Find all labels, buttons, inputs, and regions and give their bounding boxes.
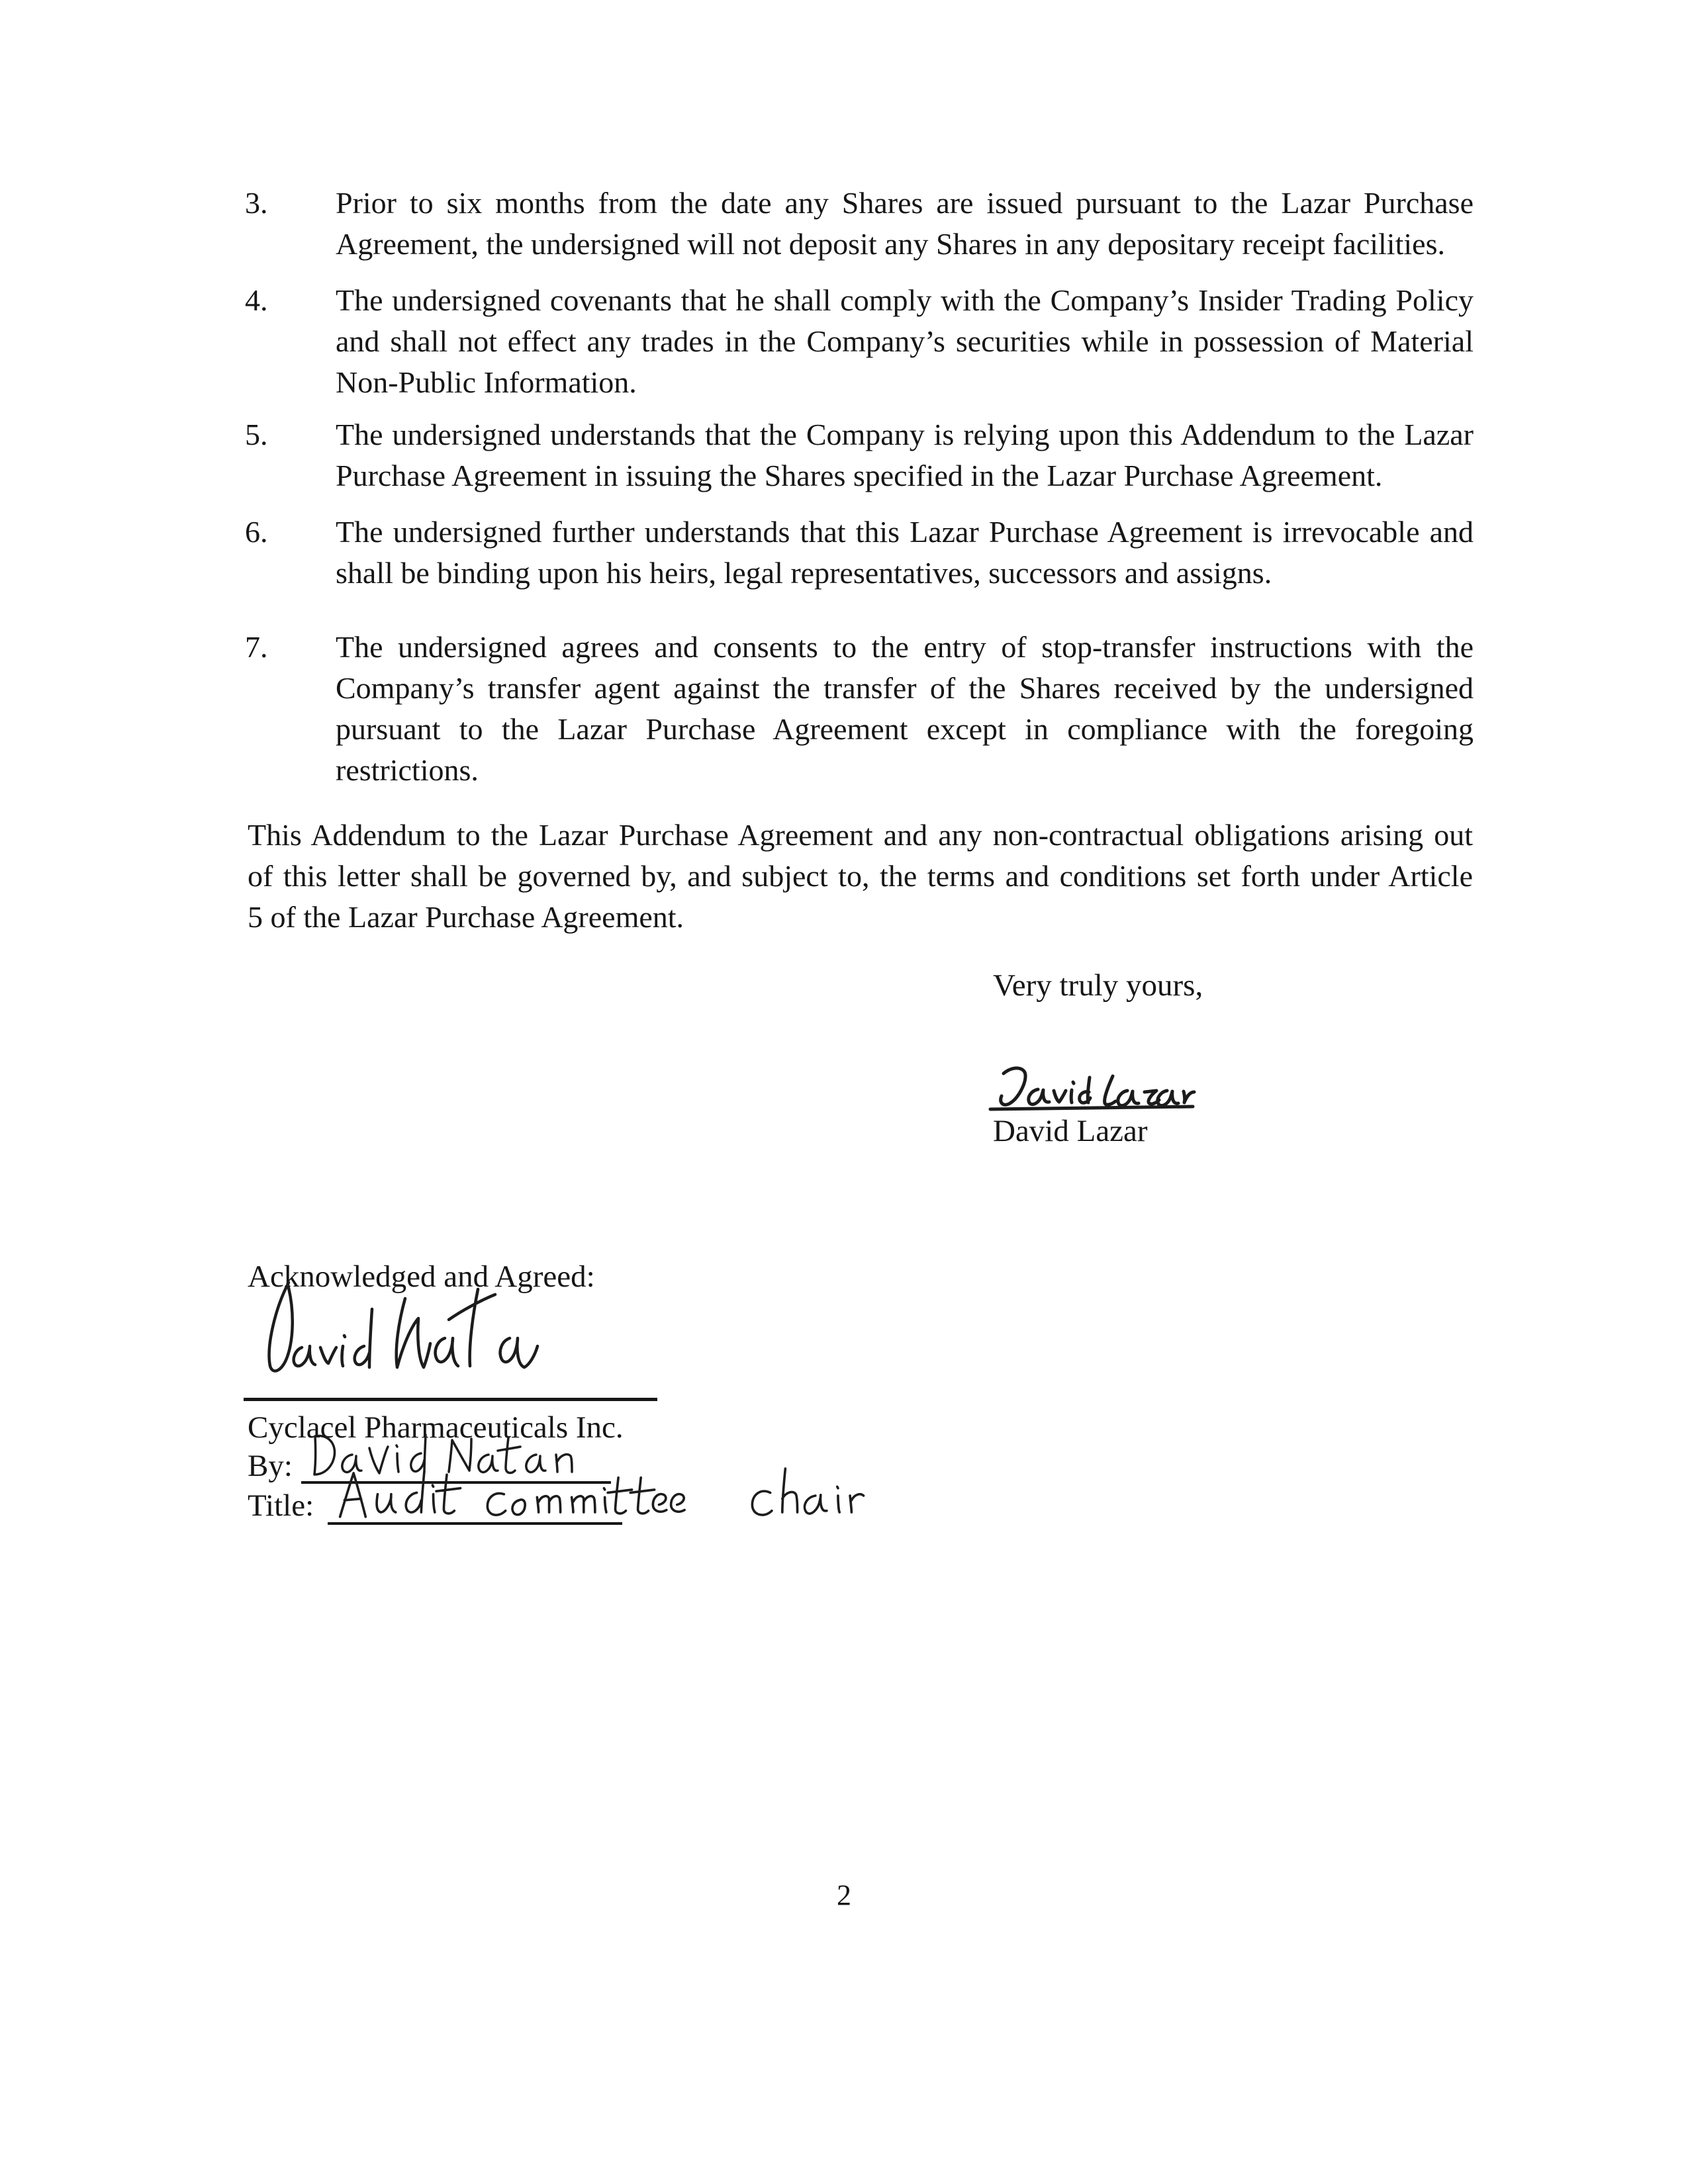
list-item-4 — [245, 280, 1474, 403]
item-text: The undersigned agrees and consents to the entry of stop-transfer instructions with the Company’s transfer agent against the transfer of the Shares received by the undersigned pursuant to the Lazar Purchase Agreement except in compliance with the foregoing restrictions. — [336, 630, 1474, 787]
title-value-handwriting — [331, 1463, 993, 1545]
list-item-7 — [245, 627, 1474, 791]
company-name: Cyclacel Pharmaceuticals Inc. — [248, 1410, 624, 1445]
valediction: Very truly yours, — [993, 968, 1203, 1003]
list-item-6 — [245, 512, 1474, 594]
title-label: Title: — [248, 1488, 314, 1523]
item-number: 7. — [245, 630, 268, 664]
signature-david-lazar — [985, 1063, 1197, 1115]
list-item-5 — [245, 414, 1474, 496]
item-text: The undersigned understands that the Company is relying upon this Addendum to the Lazar Purchase Agreement in issuing the Shares specified in the Lazar Purchase Agreement. — [336, 418, 1474, 492]
signature-david-natan — [246, 1268, 643, 1390]
printed-name-david-lazar: David Lazar — [993, 1114, 1148, 1148]
item-text: The undersigned further understands that this Lazar Purchase Agreement is irrevocable and shall be binding upon his heirs, legal representatives, successors and assigns. — [336, 515, 1474, 590]
page-number: 2 — [837, 1879, 851, 1911]
item-text: The undersigned covenants that he shall comply with the Company’s Insider Trading Policy and shall not effect any trades in the Company’s securities while in possession of Material Non-Public Information. — [336, 283, 1474, 399]
item-number: 4. — [245, 283, 268, 317]
item-text: Prior to six months from the date any Shares are issued pursuant to the Lazar Purchase Agreement, the undersigned will not deposit any Shares in any depositary receipt facilities. — [336, 186, 1474, 261]
item-number: 5. — [245, 418, 268, 451]
signature-rule — [244, 1398, 657, 1401]
by-label: By: — [248, 1449, 293, 1483]
list-item-3 — [245, 183, 1474, 265]
acknowledgement-heading: Acknowledged and Agreed: — [248, 1259, 595, 1294]
item-number: 6. — [245, 515, 268, 549]
closing-paragraph: This Addendum to the Lazar Purchase Agreement and any non-contractual obligations arising out of this letter shall be governed by, and subject to, the terms and conditions set forth under Article 5 of the Lazar Purchase Agreement. — [248, 818, 1473, 934]
item-number: 3. — [245, 186, 268, 220]
